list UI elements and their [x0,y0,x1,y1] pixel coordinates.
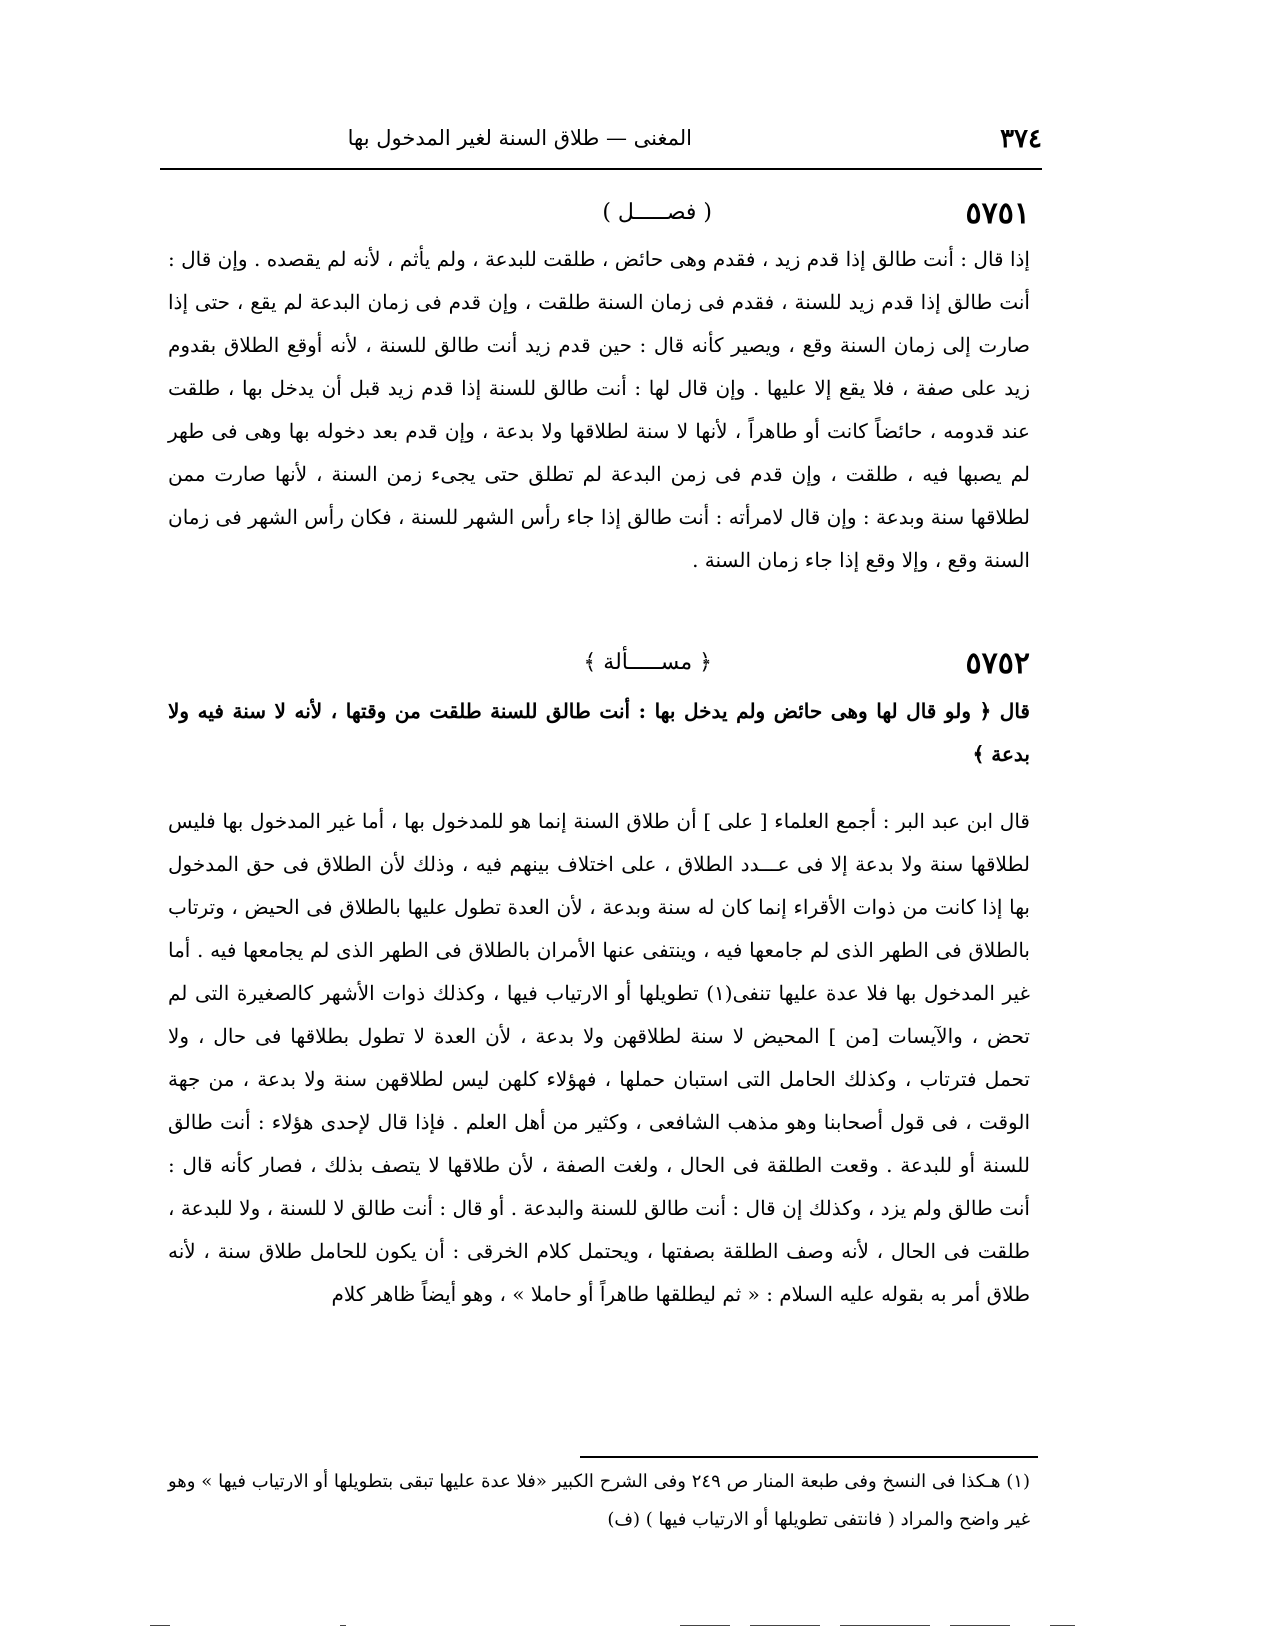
section-heading-5751 [160,196,1042,236]
section-label: ( فصـــــل ) [602,200,712,225]
header-rule [160,168,1042,170]
running-head [160,122,1042,162]
section-paragraph: إذا قال : أنت طالق إذا قدم زيد ، فقدم وهى حائض ، طلقت للبدعة ، ولم يأثم ، لأنه لم يقصده . وإن قال : أنت طالق إذا قدم زيد للسنة ، فقدم فى زمان السنة طلقت ، وإن قدم فى زمان البدعة لم يقع ، حتى إذا صارت إلى زمان السنة وقع ، ويصير كأنه قال : حين قدم زيد أنت طالق للسنة ، لأنه أوقع الطلاق بقدوم زيد على صفة ، فلا يقع إلا عليها . وإن قال لها : أنت طالق للسنة إذا قدم زيد قبل أن يدخل بها ، طلقت عند قدومه ، حائضاً كانت أو طاهراً ، لأنها لا سنة لطلاقها ولا بدعة ، وإن قدم بعد دخوله بها وهى فى طهر لم يصبها فيه ، طلقت ، وإن قدم فى زمن البدعة لم تطلق حتى يجىء زمن السنة ، لأنها صارت ممن لطلاقها سنة وبدعة : وإن قال لامرأته : أنت طالق إذا جاء رأس الشهر للسنة ، فكان رأس الشهر فى زمان السنة وقع ، وإلا وقع إذا جاء زمان السنة . [168,247,1030,572]
section-number: ٥٧٥٢ [965,646,1030,681]
commentary-paragraph: قال ابن عبد البر : أجمع العلماء [ على ] أن طلاق السنة إنما هو للمدخول بها ، أما غير المدخول بها فليس لطلاقها سنة ولا بدعة إلا فى عـــدد الطلاق ، على اختلاف بينهم فيه ، وذلك لأن الطلاق فى حق المدخول بها إذا كانت من ذوات الأقراء إنما كان له سنة وبدعة ، لأن العدة تطول عليها بالطلاق فى الحيض ، وترتاب بالطلاق فى الطهر الذى لم جامعها فيه ، وينتفى عنها الأمران بالطلاق فى الطهر الذى لم يجامعها فيه . أما غير المدخول بها فلا عدة عليها تنفى(١) تطويلها أو الارتياب فيها ، وكذلك ذوات الأشهر كالصغيرة التى لم تحض ، والآيسات [من ] المحيض لا سنة لطلاقهن ولا بدعة ، لأن العدة لا تطول بطلاقها فى حال ، ولا تحمل فترتاب ، وكذلك الحامل التى استبان حملها ، فهؤلاء كلهن ليس لطلاقهن سنة ولا بدعة ، من جهة الوقت ، فى قول أصحابنا وهو مذهب الشافعى ، وكثير من أهل العلم . فإذا قال لإحدى هؤلاء : أنت طالق للسنة أو للبدعة . وقعت الطلقة فى الحال ، ولغت الصفة ، لأن طلاقها لا يتصف بذلك ، فصار كأنه قال : أنت طالق ولم يزد ، وكذلك إن قال : أنت طالق للسنة والبدعة . أو قال : أنت طالق لا للسنة ، ولا للبدعة ، طلقت فى الحال ، لأنه وصف الطلقة بصفتها ، ويحتمل كلام الخرقى : أن يكون للحامل طلاق سنة ، لأنه طلاق أمر به بقوله عليه السلام : « ثم ليطلقها طاهراً أو حاملا » ، وهو أيضاً ظاهر كلام [168,809,1030,1306]
mas-ala-paragraph: قال ﴿ ولو قال لها وهى حائض ولم يدخل بها : أنت طالق للسنة طلقت من وقتها ، لأنه لا سنة فيه ولا بدعة ﴾ [168,699,1030,766]
section-number: ٥٧٥١ [965,196,1030,231]
section-label: ﴿ مســـــألة ﴾ [583,650,712,675]
section-heading-5752 [160,646,1042,686]
footnote-rule [580,1456,1038,1458]
scan-edge-marks [150,1625,1110,1631]
page-number: ٣٧٤ [1000,124,1042,154]
running-title: المغنى — طلاق السنة لغير المدخول بها [347,126,692,150]
footnote: (١) هـكذا فى النسخ وفى طبعة المنار ص ٢٤٩ وفى الشرح الكبير «فلا عدة عليها تبقى بتطويلها أو الارتياب فيها » وهو غير واضح والمراد ( فانتفى تطويلها أو الارتياب فيها ) (ف) [168,1471,1030,1530]
